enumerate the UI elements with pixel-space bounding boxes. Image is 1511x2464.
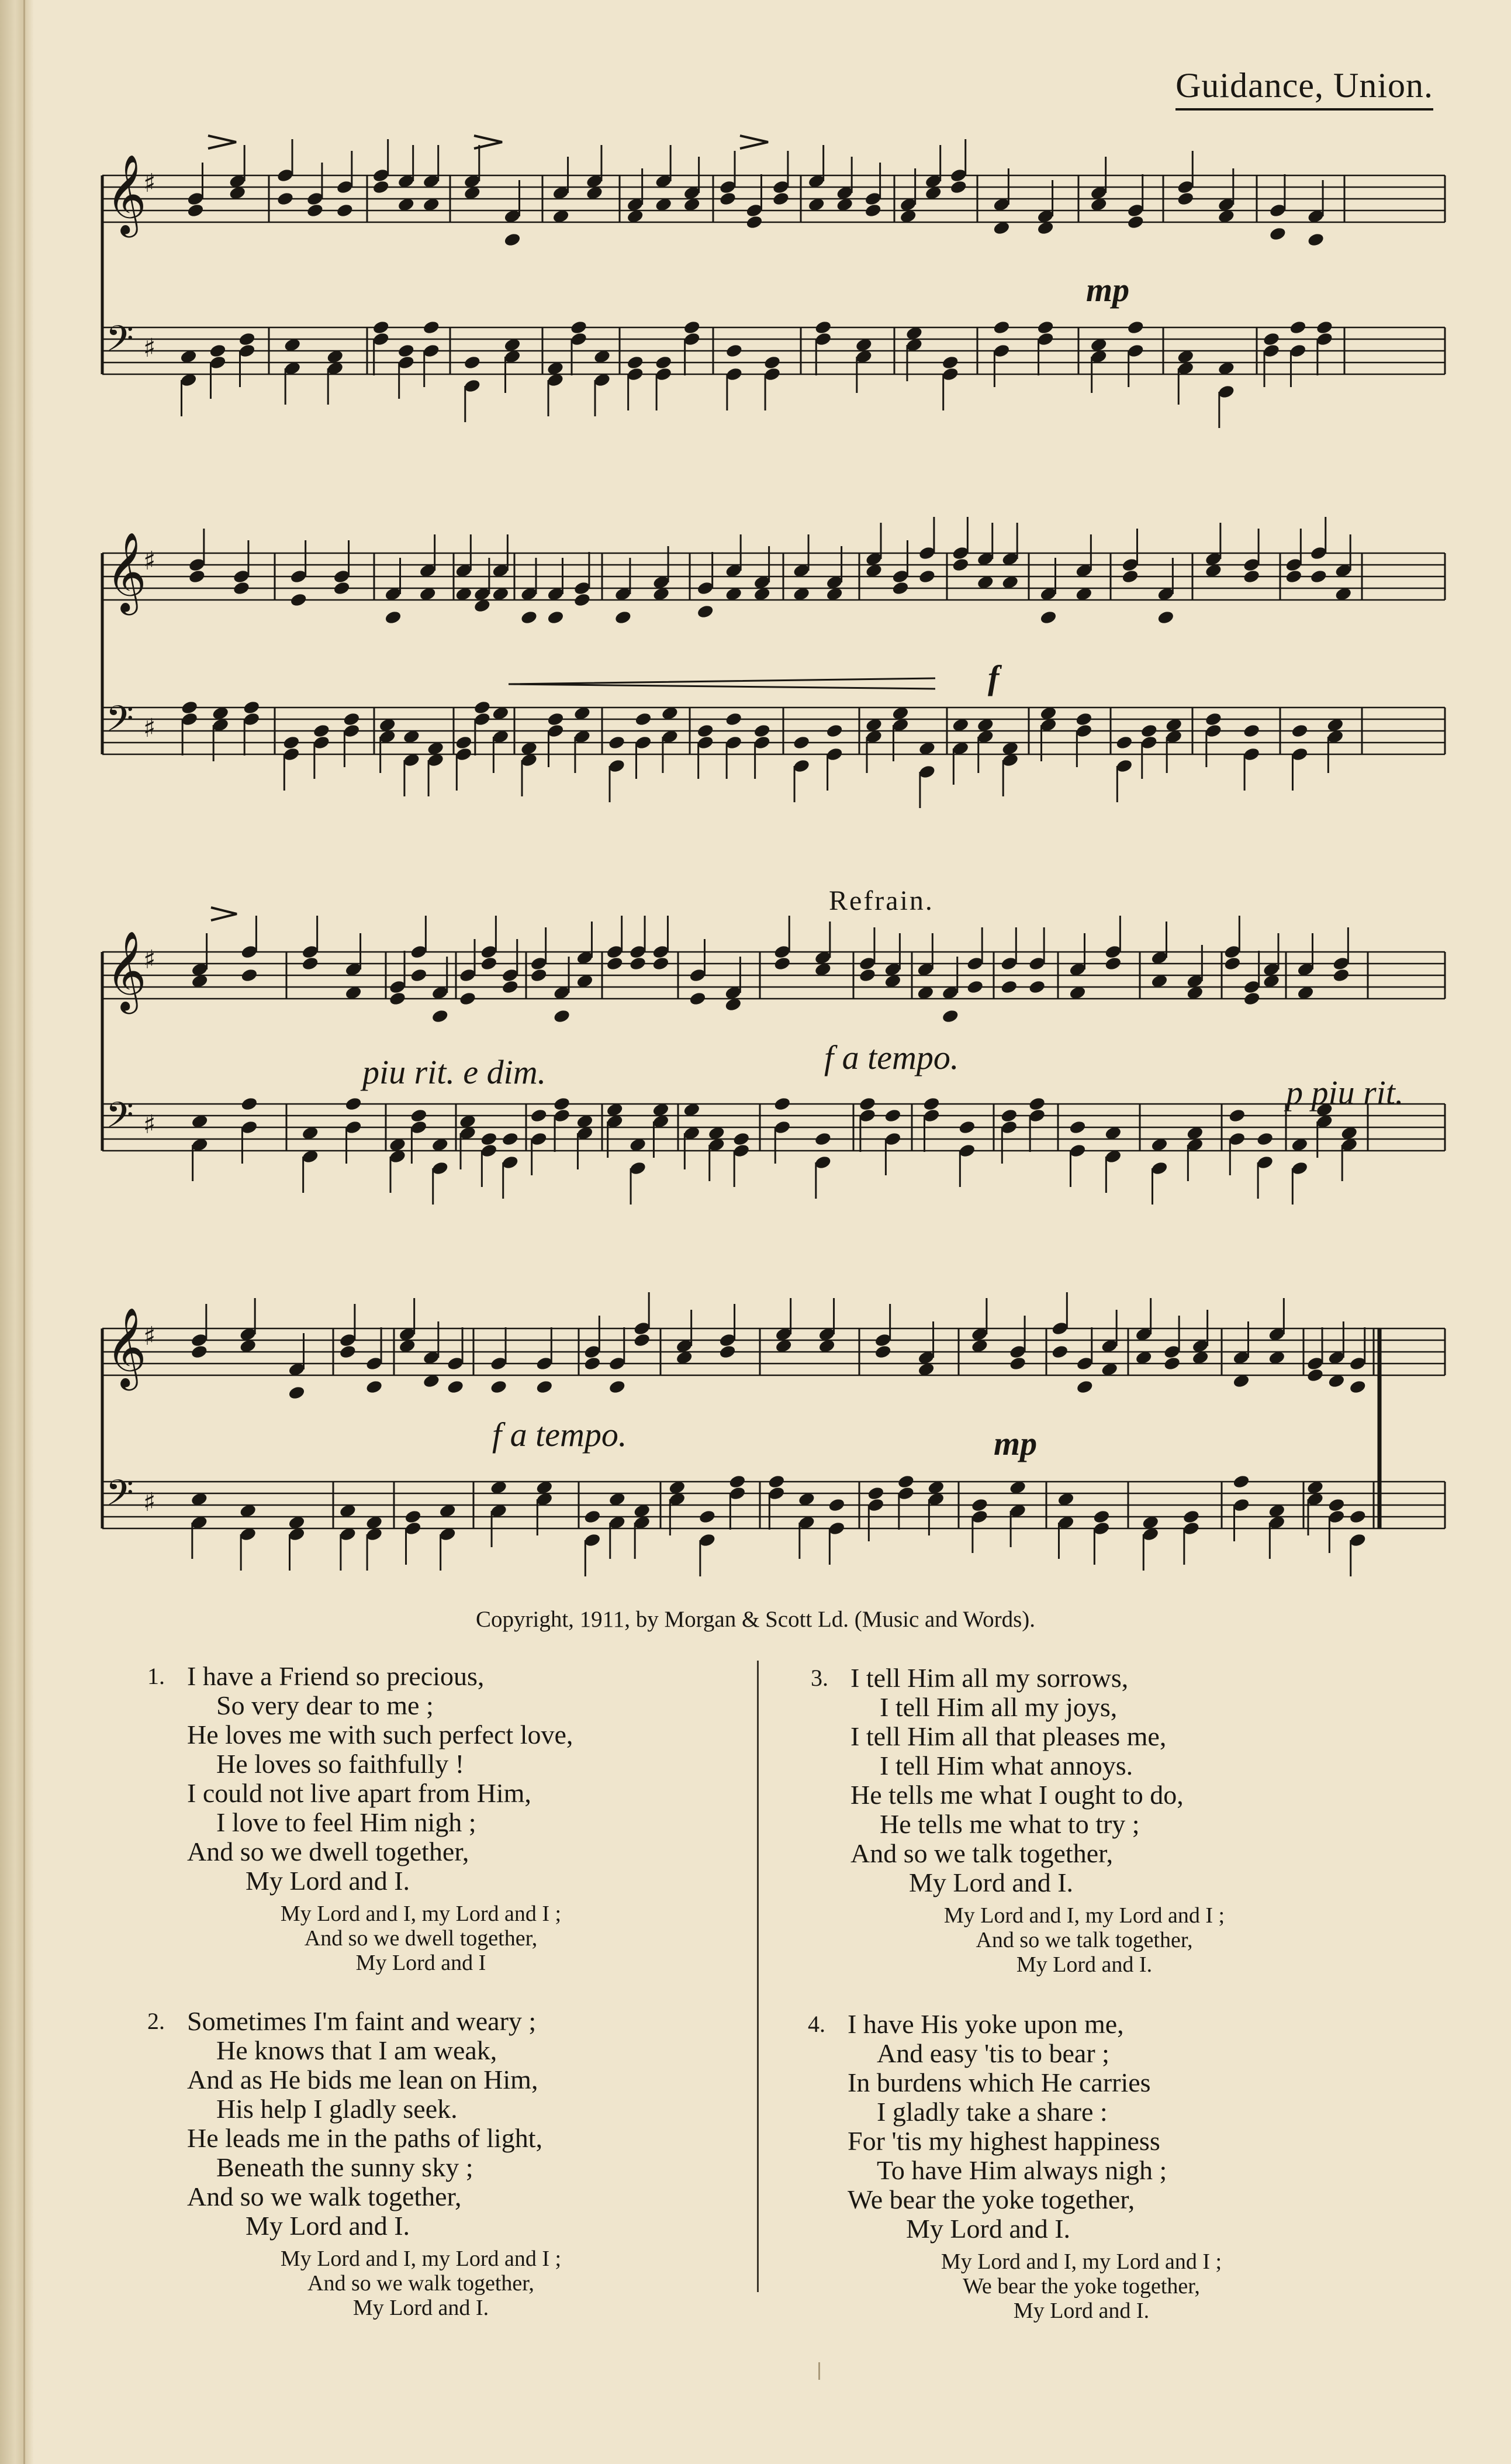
- key-signature-sharp-icon: ♯: [143, 546, 156, 576]
- note-head: [238, 332, 256, 347]
- verse-chorus: [234, 2246, 608, 2320]
- verse-chorus: [897, 1903, 1271, 1977]
- note-head: [772, 191, 790, 206]
- bass-clef-icon: 𝄢: [106, 1472, 134, 1523]
- note-head: [583, 1356, 601, 1371]
- accent-mark-icon: [474, 136, 502, 149]
- verse-line: We bear the yoke together,: [848, 2185, 1135, 2214]
- verse-line: My Lord and I.: [246, 2211, 410, 2241]
- note-head: [312, 723, 330, 738]
- note-head: [696, 723, 714, 738]
- note-head: [188, 569, 206, 584]
- verse-line: I tell Him all that pleases me,: [850, 1721, 1167, 1751]
- key-signature-sharp-icon: ♯: [143, 1321, 156, 1351]
- note-head: [372, 320, 390, 335]
- note-head: [1126, 215, 1145, 230]
- note-head: [1182, 1509, 1200, 1524]
- note-head: [952, 557, 970, 572]
- note-head: [1163, 1356, 1181, 1371]
- note-head: [1263, 332, 1281, 347]
- note-head: [949, 180, 967, 195]
- note-head: [773, 956, 791, 971]
- note-head: [970, 1497, 988, 1513]
- note-head: [773, 1096, 791, 1112]
- treble-clef-icon: 𝄞: [106, 930, 147, 1010]
- dynamic-mp-1: mp: [1086, 271, 1130, 309]
- note-head: [389, 991, 407, 1006]
- verse-line: I have His yoke upon me,: [848, 2009, 1124, 2039]
- note-head: [922, 1096, 941, 1112]
- note-head: [365, 1379, 383, 1395]
- note-head: [864, 203, 882, 218]
- note-head: [404, 1509, 422, 1524]
- note-head: [1256, 1131, 1274, 1147]
- note-head: [867, 1486, 885, 1501]
- note-head: [993, 320, 1011, 335]
- chorus-line: And so we talk together,: [976, 1928, 1193, 1952]
- verse-line: He loves me with such perfect love,: [187, 1720, 573, 1749]
- note-head: [696, 604, 714, 619]
- note-head: [410, 968, 428, 983]
- note-head: [825, 723, 843, 738]
- note-head: [336, 203, 354, 218]
- verse-line: He knows that I am weak,: [216, 2035, 497, 2065]
- note-head: [725, 343, 743, 358]
- note-head: [1104, 956, 1122, 971]
- note-head: [1009, 1356, 1027, 1371]
- note-head: [288, 1385, 306, 1400]
- note-head: [1349, 1509, 1367, 1524]
- accent-mark-icon: [211, 907, 237, 920]
- note-head: [614, 610, 632, 625]
- note-head: [1000, 1108, 1018, 1123]
- chorus-line: And so we walk together,: [307, 2271, 534, 2296]
- verse-line: And easy 'tis to bear ;: [877, 2038, 1109, 2068]
- verse-chorus: [234, 1902, 608, 1975]
- note-head: [652, 956, 670, 971]
- note-head: [501, 1131, 519, 1147]
- note-head: [447, 1379, 465, 1395]
- verse-line: Sometimes I'm faint and weary ;: [187, 2006, 537, 2036]
- note-head: [422, 320, 440, 335]
- note-head: [344, 1096, 362, 1112]
- note-head: [828, 1497, 846, 1513]
- chorus-line: My Lord and I, my Lord and I ;: [280, 2246, 562, 2271]
- verse-line: I have a Friend so precious,: [187, 1661, 485, 1691]
- note-head: [501, 979, 519, 995]
- tempo-piu-rit-e-dim: piu rit. e dim.: [362, 1053, 547, 1091]
- verse-number: 2.: [147, 2008, 165, 2034]
- note-head: [884, 1108, 902, 1123]
- copyright-notice: Copyright, 1911, by Morgan & Scott Ld. (Music and Words).: [475, 1607, 1035, 1632]
- note-head: [570, 320, 588, 335]
- note-head: [1349, 1379, 1367, 1395]
- note-head: [553, 1009, 571, 1024]
- note-head: [728, 1474, 746, 1489]
- note-head: [333, 581, 351, 596]
- note-head: [719, 191, 737, 206]
- note-head: [814, 1131, 832, 1147]
- note-head: [384, 610, 402, 625]
- note-head: [410, 1108, 428, 1123]
- note-head: [814, 320, 832, 335]
- verse-line: So very dear to me ;: [216, 1690, 434, 1720]
- note-head: [547, 610, 565, 625]
- verse-line: He tells me what I ought to do,: [850, 1780, 1184, 1810]
- treble-clef-icon: 𝄞: [106, 1306, 147, 1387]
- note-head: [1243, 723, 1261, 738]
- verse-line: To have Him always nigh ;: [877, 2155, 1167, 2185]
- note-head: [1204, 712, 1222, 727]
- note-head: [490, 1379, 508, 1395]
- note-head: [1243, 991, 1261, 1006]
- key-signature-sharp-icon: ♯: [143, 945, 156, 975]
- chorus-line: We bear the yoke together,: [963, 2274, 1200, 2299]
- note-head: [918, 569, 936, 584]
- note-head: [683, 320, 701, 335]
- treble-clef-icon: 𝄞: [106, 531, 147, 612]
- chorus-line: My Lord and I: [355, 1951, 486, 1975]
- note-head: [276, 191, 295, 206]
- verse-2: [147, 2006, 608, 2320]
- note-head: [1028, 1096, 1046, 1112]
- note-head: [689, 991, 707, 1006]
- note-head: [1039, 610, 1057, 625]
- note-head: [1223, 956, 1242, 971]
- note-head: [186, 203, 205, 218]
- note-head: [455, 735, 473, 750]
- treble-clef-icon: 𝄞: [106, 153, 147, 234]
- note-head: [343, 712, 361, 727]
- note-head: [608, 1379, 626, 1395]
- note-head: [745, 215, 763, 230]
- chorus-line: My Lord and I, my Lord and I ;: [280, 1902, 562, 1926]
- note-head: [301, 956, 319, 971]
- note-head: [1177, 191, 1195, 206]
- tempo-p-piu-rit: p piu rit.: [1286, 1074, 1404, 1112]
- verse-line: And so we walk together,: [187, 2182, 462, 2211]
- note-head: [181, 700, 199, 715]
- verse-chorus: [894, 2249, 1268, 2323]
- chorus-line: My Lord and I, my Lord and I ;: [941, 2249, 1222, 2274]
- verse-line: I tell Him all my sorrows,: [850, 1663, 1129, 1693]
- dynamic-f-1: f: [988, 658, 1000, 696]
- note-head: [767, 1474, 786, 1489]
- verse-line: And so we dwell together,: [187, 1837, 469, 1866]
- bass-clef-icon: 𝄢: [106, 698, 134, 748]
- note-head: [338, 1344, 357, 1359]
- note-head: [606, 956, 624, 971]
- verse-1: [147, 1661, 608, 1975]
- note-head: [583, 1509, 601, 1524]
- note-head: [629, 956, 647, 971]
- note-head: [530, 968, 548, 983]
- note-head: [1306, 1368, 1325, 1383]
- verse-line: And as He bids me lean on Him,: [187, 2065, 538, 2094]
- note-head: [858, 1096, 876, 1112]
- note-head: [473, 700, 491, 715]
- verse-line: He leads me in the paths of light,: [187, 2123, 543, 2153]
- verse-3: [811, 1663, 1271, 1977]
- note-head: [1126, 320, 1145, 335]
- note-head: [725, 712, 743, 727]
- note-head: [190, 1344, 208, 1359]
- note-head: [480, 1131, 498, 1147]
- note-head: [874, 1344, 892, 1359]
- chorus-line: And so we dwell together,: [304, 1926, 538, 1951]
- note-head: [431, 1009, 449, 1024]
- note-head: [1315, 320, 1333, 335]
- verse-line: In burdens which He carries: [848, 2068, 1151, 2097]
- note-head: [626, 355, 644, 370]
- note-head: [941, 1009, 959, 1024]
- note-head: [1157, 610, 1175, 625]
- note-head: [1243, 569, 1261, 584]
- note-head: [459, 991, 477, 1006]
- verse-line: And so we talk together,: [850, 1838, 1114, 1868]
- note-head: [520, 610, 538, 625]
- section-title: Guidance, Union.: [1175, 65, 1433, 111]
- note-head: [1332, 968, 1350, 983]
- page-center-tick: [818, 2362, 820, 2380]
- note-head: [289, 592, 307, 608]
- note-head: [243, 700, 261, 715]
- crescendo-hairpin: [509, 678, 935, 689]
- note-head: [397, 343, 415, 358]
- note-head: [530, 1108, 548, 1123]
- note-head: [1028, 979, 1046, 995]
- refrain-label: Refrain.: [829, 885, 934, 916]
- verse-line: He loves so faithfully !: [216, 1749, 465, 1779]
- note-head: [897, 1474, 915, 1489]
- key-signature-sharp-icon: ♯: [143, 1110, 156, 1140]
- note-head: [1115, 735, 1133, 750]
- note-head: [753, 723, 771, 738]
- verse-line: My Lord and I.: [246, 1866, 410, 1896]
- note-head: [1036, 320, 1054, 335]
- note-head: [1092, 1509, 1111, 1524]
- note-head: [463, 355, 481, 370]
- note-head: [958, 1120, 976, 1135]
- tempo-f-a-tempo-1: f a tempo.: [824, 1038, 959, 1076]
- verse-number: 1.: [147, 1663, 165, 1689]
- note-head: [1285, 569, 1303, 584]
- accent-mark-icon: [208, 136, 236, 149]
- key-signature-sharp-icon: ♯: [143, 333, 156, 363]
- note-head: [793, 735, 811, 750]
- verse-line: Beneath the sunny sky ;: [216, 2152, 473, 2182]
- note-head: [608, 735, 626, 750]
- bass-clef-icon: 𝄢: [106, 1095, 134, 1145]
- key-signature-sharp-icon: ♯: [143, 713, 156, 743]
- note-head: [634, 712, 652, 727]
- key-signature-sharp-icon: ♯: [143, 1488, 156, 1517]
- note-head: [1121, 569, 1139, 584]
- note-head: [891, 581, 910, 596]
- note-head: [655, 355, 673, 370]
- note-head: [763, 355, 782, 370]
- note-head: [282, 735, 300, 750]
- verse-line: I could not live apart from Him,: [187, 1778, 531, 1808]
- verse-line: My Lord and I.: [909, 1868, 1074, 1897]
- note-head: [1232, 1474, 1250, 1489]
- note-head: [1000, 979, 1018, 995]
- key-signature-sharp-icon: ♯: [143, 168, 156, 198]
- note-head: [858, 968, 876, 983]
- note-head: [1289, 320, 1307, 335]
- verse-4: [808, 2009, 1268, 2323]
- verse-line: I tell Him what annoys.: [880, 1751, 1133, 1780]
- note-head: [1140, 723, 1158, 738]
- note-head: [306, 203, 324, 218]
- note-head: [1291, 723, 1309, 738]
- note-head: [1076, 1379, 1094, 1395]
- note-head: [240, 968, 258, 983]
- note-head: [718, 1344, 737, 1359]
- note-head: [1307, 232, 1325, 247]
- chorus-line: My Lord and I.: [352, 2296, 489, 2320]
- note-head: [1051, 1344, 1069, 1359]
- note-head: [503, 232, 521, 247]
- verse-line: I gladly take a share :: [877, 2097, 1108, 2127]
- note-head: [1268, 226, 1287, 241]
- chorus-line: My Lord and I.: [1016, 1952, 1153, 1977]
- note-head: [732, 1131, 751, 1147]
- verse-line: His help I gladly seek.: [216, 2094, 458, 2124]
- note-head: [209, 343, 227, 358]
- verse-line: He tells me what to try ;: [880, 1809, 1140, 1839]
- note-head: [480, 956, 498, 971]
- note-head: [1075, 712, 1093, 727]
- chorus-line: My Lord and I, my Lord and I ;: [943, 1903, 1225, 1928]
- note-head: [698, 1509, 716, 1524]
- dynamic-mp-2: mp: [994, 1424, 1038, 1462]
- note-head: [941, 355, 959, 370]
- verse-number: 4.: [808, 2011, 825, 2037]
- note-head: [240, 1096, 258, 1112]
- verse-line: I tell Him all my joys,: [880, 1692, 1118, 1722]
- note-head: [1228, 1108, 1246, 1123]
- note-head: [1327, 1497, 1346, 1513]
- note-head: [535, 1379, 554, 1395]
- accent-mark-icon: [740, 136, 768, 149]
- note-head: [372, 180, 390, 195]
- note-head: [553, 1096, 571, 1112]
- column-divider: [757, 1661, 759, 2292]
- note-head: [966, 979, 984, 995]
- verse-line: For 'tis my highest happiness: [848, 2126, 1160, 2156]
- tempo-f-a-tempo-2: f a tempo.: [492, 1416, 627, 1454]
- note-head: [633, 1333, 651, 1348]
- note-head: [547, 712, 565, 727]
- chorus-line: My Lord and I.: [1013, 2299, 1150, 2323]
- verse-number: 3.: [811, 1665, 828, 1691]
- note-head: [1069, 1120, 1087, 1135]
- note-head: [573, 592, 591, 608]
- note-head: [1309, 569, 1327, 584]
- verse-line: I love to feel Him nigh ;: [216, 1807, 476, 1837]
- bass-clef-icon: 𝄢: [106, 318, 134, 368]
- note-head: [233, 581, 251, 596]
- verse-line: My Lord and I.: [906, 2214, 1071, 2244]
